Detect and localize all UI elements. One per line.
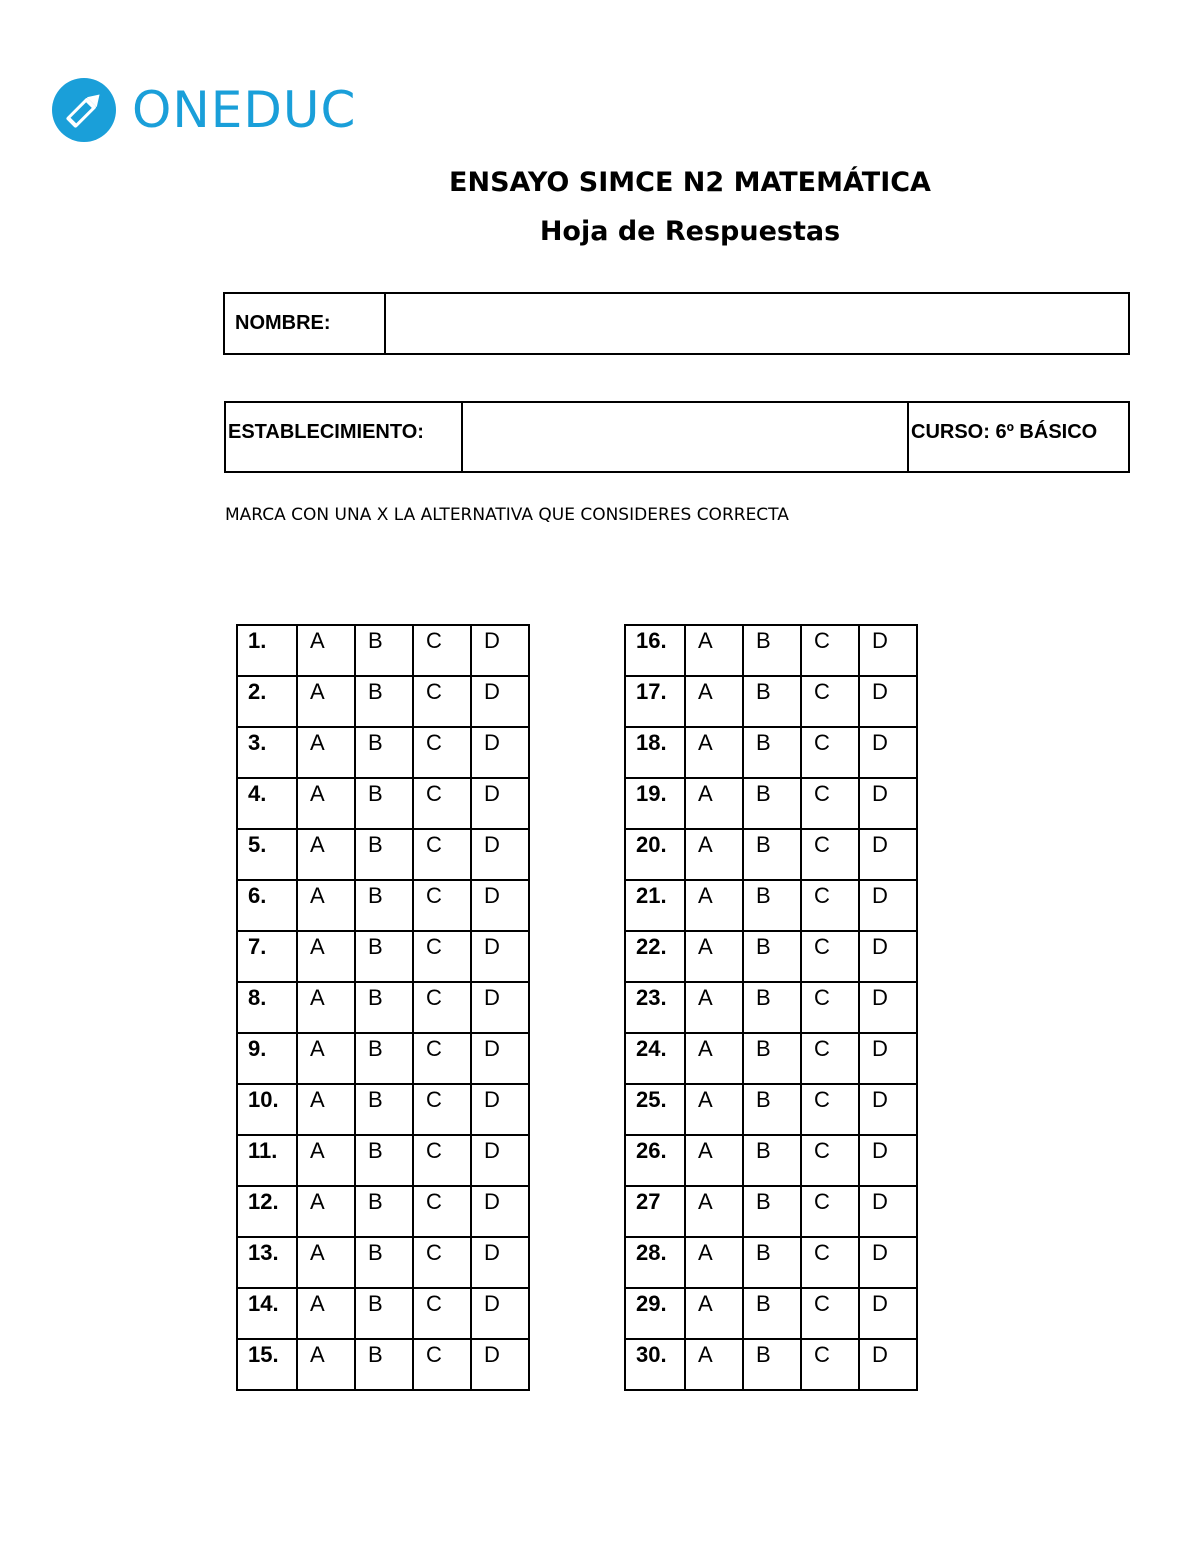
question-number: 11. — [237, 1135, 297, 1186]
question-number: 14. — [237, 1288, 297, 1339]
question-number: 27 — [625, 1186, 685, 1237]
question-number: 24. — [625, 1033, 685, 1084]
question-number: 30. — [625, 1339, 685, 1390]
question-number: 21. — [625, 880, 685, 931]
option-cell[interactable]: B — [743, 982, 801, 1033]
question-number: 6. — [237, 880, 297, 931]
option-cell[interactable]: B — [743, 1033, 801, 1084]
answer-row — [625, 880, 917, 931]
answer-row — [237, 880, 529, 931]
answer-row — [625, 1084, 917, 1135]
option-cell[interactable]: A — [685, 676, 743, 727]
option-cell[interactable]: D — [471, 982, 529, 1033]
answer-row — [625, 931, 917, 982]
option-cell[interactable]: D — [859, 1288, 917, 1339]
option-cell[interactable]: D — [859, 727, 917, 778]
option-cell[interactable]: D — [471, 727, 529, 778]
course-label: CURSO: 6º BÁSICO — [907, 403, 1128, 471]
option-cell[interactable]: C — [801, 829, 859, 880]
name-label: NOMBRE: — [235, 312, 331, 334]
option-cell[interactable]: C — [413, 880, 471, 931]
option-cell[interactable]: A — [297, 1135, 355, 1186]
option-cell[interactable]: C — [413, 1084, 471, 1135]
option-cell[interactable]: D — [471, 880, 529, 931]
option-cell[interactable]: B — [743, 880, 801, 931]
question-number: 26. — [625, 1135, 685, 1186]
name-field-box — [223, 292, 1130, 355]
option-cell[interactable]: D — [471, 931, 529, 982]
answer-row — [625, 1339, 917, 1390]
option-cell[interactable]: D — [859, 676, 917, 727]
option-cell[interactable]: D — [859, 1033, 917, 1084]
answer-row — [625, 778, 917, 829]
option-cell[interactable]: A — [297, 1033, 355, 1084]
option-cell[interactable]: A — [685, 778, 743, 829]
option-cell[interactable]: B — [355, 1186, 413, 1237]
option-cell[interactable]: B — [743, 829, 801, 880]
answer-row — [237, 982, 529, 1033]
option-cell[interactable]: C — [413, 1339, 471, 1390]
option-cell[interactable]: C — [801, 1186, 859, 1237]
option-cell[interactable]: A — [685, 1339, 743, 1390]
question-number: 5. — [237, 829, 297, 880]
option-cell[interactable]: C — [413, 1288, 471, 1339]
option-cell[interactable]: D — [471, 1237, 529, 1288]
option-cell[interactable]: A — [685, 829, 743, 880]
question-number: 13. — [237, 1237, 297, 1288]
option-cell[interactable]: C — [413, 1237, 471, 1288]
answer-row — [237, 1186, 529, 1237]
option-cell[interactable]: C — [413, 625, 471, 676]
pencil-circle-icon — [50, 76, 118, 144]
option-cell[interactable]: A — [685, 931, 743, 982]
option-cell[interactable]: C — [413, 727, 471, 778]
school-field-box — [224, 401, 1130, 473]
answer-row — [625, 1288, 917, 1339]
option-cell[interactable]: A — [297, 829, 355, 880]
option-cell[interactable]: A — [297, 727, 355, 778]
option-cell[interactable]: A — [297, 625, 355, 676]
option-cell[interactable]: A — [685, 1186, 743, 1237]
option-cell[interactable]: B — [355, 676, 413, 727]
option-cell[interactable]: B — [743, 1339, 801, 1390]
instruction-text: MARCA CON UNA X LA ALTERNATIVA QUE CONSIDERES CORRECTA — [225, 505, 789, 525]
option-cell[interactable]: B — [743, 625, 801, 676]
answer-row — [237, 778, 529, 829]
option-cell[interactable]: A — [297, 1339, 355, 1390]
question-number: 16. — [625, 625, 685, 676]
option-cell[interactable]: C — [801, 982, 859, 1033]
answer-row — [237, 1237, 529, 1288]
option-cell[interactable]: B — [743, 1084, 801, 1135]
option-cell[interactable]: A — [297, 1288, 355, 1339]
option-cell[interactable]: C — [413, 778, 471, 829]
question-number: 23. — [625, 982, 685, 1033]
document-title: ENSAYO SIMCE N2 MATEMÁTICA — [449, 167, 931, 198]
question-number: 1. — [237, 625, 297, 676]
option-cell[interactable]: A — [685, 1288, 743, 1339]
option-cell[interactable]: C — [801, 1033, 859, 1084]
option-cell[interactable]: D — [471, 778, 529, 829]
option-cell[interactable]: D — [859, 880, 917, 931]
option-cell[interactable]: A — [685, 880, 743, 931]
question-number: 22. — [625, 931, 685, 982]
option-cell[interactable]: A — [297, 778, 355, 829]
option-cell[interactable]: A — [685, 625, 743, 676]
option-cell[interactable]: B — [743, 727, 801, 778]
option-cell[interactable]: B — [743, 778, 801, 829]
answer-row — [237, 676, 529, 727]
option-cell[interactable]: C — [801, 1237, 859, 1288]
question-number: 18. — [625, 727, 685, 778]
option-cell[interactable]: D — [471, 625, 529, 676]
question-number: 19. — [625, 778, 685, 829]
option-cell[interactable]: D — [471, 1033, 529, 1084]
option-cell[interactable]: A — [685, 1135, 743, 1186]
answer-row — [625, 1186, 917, 1237]
option-cell[interactable]: C — [801, 676, 859, 727]
option-cell[interactable]: C — [801, 778, 859, 829]
option-cell[interactable]: A — [685, 727, 743, 778]
option-cell[interactable]: B — [743, 676, 801, 727]
answer-row — [237, 829, 529, 880]
answer-row — [237, 1135, 529, 1186]
option-cell[interactable]: C — [413, 982, 471, 1033]
answer-row — [237, 727, 529, 778]
answer-row — [237, 625, 529, 676]
option-cell[interactable]: C — [413, 931, 471, 982]
option-cell[interactable]: B — [743, 1135, 801, 1186]
option-cell[interactable]: B — [355, 1339, 413, 1390]
option-cell[interactable]: D — [471, 1186, 529, 1237]
option-cell[interactable]: B — [743, 931, 801, 982]
option-cell[interactable]: A — [297, 1237, 355, 1288]
option-cell[interactable]: B — [355, 829, 413, 880]
option-cell[interactable]: A — [685, 1084, 743, 1135]
option-cell[interactable]: C — [801, 931, 859, 982]
option-cell[interactable]: B — [355, 778, 413, 829]
option-cell[interactable]: D — [859, 982, 917, 1033]
brand-logo — [50, 76, 356, 144]
answer-row — [625, 625, 917, 676]
answer-table-right — [624, 624, 918, 1391]
option-cell[interactable]: D — [859, 829, 917, 880]
option-cell[interactable]: B — [355, 1288, 413, 1339]
question-number: 28. — [625, 1237, 685, 1288]
question-number: 12. — [237, 1186, 297, 1237]
option-cell[interactable]: A — [685, 1033, 743, 1084]
option-cell[interactable]: B — [355, 727, 413, 778]
question-number: 2. — [237, 676, 297, 727]
question-number: 9. — [237, 1033, 297, 1084]
question-number: 3. — [237, 727, 297, 778]
question-number: 29. — [625, 1288, 685, 1339]
question-number: 8. — [237, 982, 297, 1033]
option-cell[interactable]: B — [355, 982, 413, 1033]
answer-row — [625, 1237, 917, 1288]
option-cell[interactable]: C — [801, 727, 859, 778]
name-field[interactable] — [384, 294, 1128, 353]
option-cell[interactable]: D — [471, 1288, 529, 1339]
document-subtitle: Hoja de Respuestas — [539, 216, 841, 247]
option-cell[interactable]: D — [859, 931, 917, 982]
question-number: 20. — [625, 829, 685, 880]
option-cell[interactable]: B — [355, 1033, 413, 1084]
option-cell[interactable]: D — [859, 778, 917, 829]
option-cell[interactable]: C — [801, 1339, 859, 1390]
answer-row — [237, 1288, 529, 1339]
answer-row — [237, 1084, 529, 1135]
option-cell[interactable]: A — [297, 676, 355, 727]
option-cell[interactable]: D — [859, 1186, 917, 1237]
option-cell[interactable]: D — [859, 1084, 917, 1135]
answer-row — [237, 1339, 529, 1390]
option-cell[interactable]: B — [743, 1186, 801, 1237]
question-number: 7. — [237, 931, 297, 982]
option-cell[interactable]: B — [355, 1135, 413, 1186]
answer-row — [625, 1135, 917, 1186]
option-cell[interactable]: A — [297, 1084, 355, 1135]
option-cell[interactable]: D — [859, 625, 917, 676]
option-cell[interactable]: D — [471, 1135, 529, 1186]
option-cell[interactable]: C — [413, 1186, 471, 1237]
option-cell[interactable]: D — [471, 676, 529, 727]
brand-name: ONEDUC — [132, 81, 357, 139]
option-cell[interactable]: B — [355, 1084, 413, 1135]
answer-table-left — [236, 624, 530, 1391]
option-cell[interactable]: B — [743, 1288, 801, 1339]
question-number: 4. — [237, 778, 297, 829]
answer-row — [625, 982, 917, 1033]
option-cell[interactable]: D — [471, 1084, 529, 1135]
option-cell[interactable]: C — [801, 1288, 859, 1339]
school-label: ESTABLECIMIENTO: — [228, 421, 424, 443]
answer-row — [237, 1033, 529, 1084]
option-cell[interactable]: C — [413, 829, 471, 880]
option-cell[interactable]: B — [743, 1237, 801, 1288]
answer-row — [625, 676, 917, 727]
school-field[interactable] — [461, 403, 907, 471]
answer-row — [625, 829, 917, 880]
answer-row — [625, 1033, 917, 1084]
answer-row — [625, 727, 917, 778]
option-cell[interactable]: D — [859, 1237, 917, 1288]
option-cell[interactable]: A — [297, 880, 355, 931]
option-cell[interactable]: C — [801, 1084, 859, 1135]
option-cell[interactable]: C — [801, 1135, 859, 1186]
question-number: 15. — [237, 1339, 297, 1390]
option-cell[interactable]: A — [297, 1186, 355, 1237]
option-cell[interactable]: B — [355, 880, 413, 931]
option-cell[interactable]: D — [471, 1339, 529, 1390]
option-cell[interactable]: C — [413, 676, 471, 727]
question-number: 17. — [625, 676, 685, 727]
option-cell[interactable]: B — [355, 625, 413, 676]
option-cell[interactable]: D — [859, 1339, 917, 1390]
option-cell[interactable]: B — [355, 1237, 413, 1288]
option-cell[interactable]: B — [355, 931, 413, 982]
option-cell[interactable]: D — [859, 1135, 917, 1186]
option-cell[interactable]: A — [297, 931, 355, 982]
option-cell[interactable]: C — [413, 1033, 471, 1084]
option-cell[interactable]: A — [685, 982, 743, 1033]
question-number: 25. — [625, 1084, 685, 1135]
question-number: 10. — [237, 1084, 297, 1135]
option-cell[interactable]: C — [801, 880, 859, 931]
option-cell[interactable]: D — [471, 829, 529, 880]
option-cell[interactable]: C — [413, 1135, 471, 1186]
option-cell[interactable]: A — [297, 982, 355, 1033]
answer-row — [237, 931, 529, 982]
option-cell[interactable]: C — [801, 625, 859, 676]
option-cell[interactable]: A — [685, 1237, 743, 1288]
